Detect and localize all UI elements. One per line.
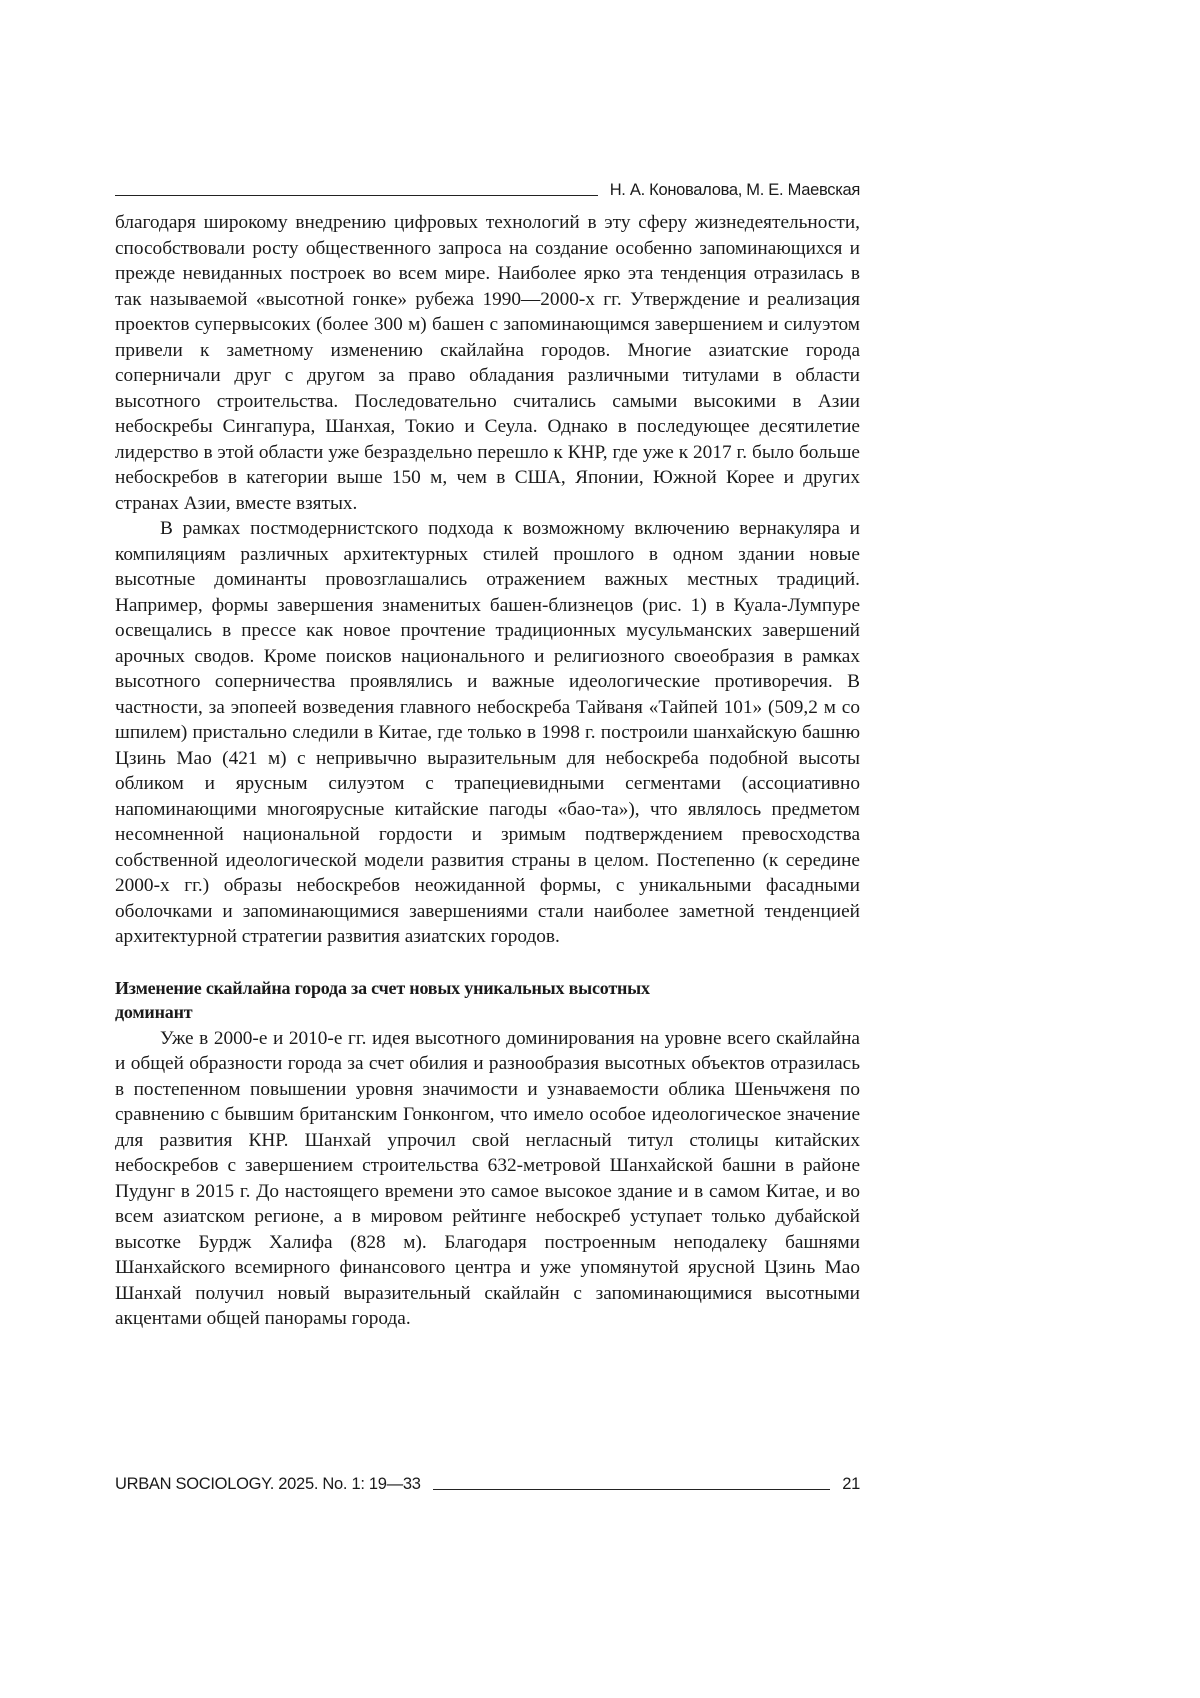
header-rule — [115, 195, 598, 196]
header-authors: Н. А. Коновалова, М. Е. Маевская — [609, 181, 860, 199]
section-heading: Изменение скайлайна города за счет новых уникальных высотных доминант — [115, 977, 650, 1022]
footer-journal: URBAN SOCIOLOGY. 2025. No. 1: 19—33 — [115, 1475, 421, 1493]
body-paragraph-2: В рамках постмодернистского подхода к возможному включению вернакуляра и компиляциям различных архитектурных стилей прошлого в одном здании новые высотные доминанты провозглашались отражением важных местных традиций. Например, формы завершения знаменитых башен-близнецов (рис. 1) в Куала-Лумпуре освещались в прессе как новое прочтение традиционных мусульманских завершений арочных сводов. Кроме поисков национального и религиозного своеобразия в рамках высотного соперничества проявлялись и важные идеологические противоречия. В частности, за эпопеей возведения главного небоскреба Тайваня «Тайпей 101» (509,2 м со шпилем) пристально следили в Китае, где только в 1998 г. построили шанхайскую башню Цзинь Мао (421 м) с непривычно выразительным для небоскреба подобной высоты обликом и ярусным силуэтом с трапециевидными сегментами (ассоциативно напоминающими многоярусные китайские пагоды «бао-та»), что являлось предметом несомненной национальной гордости и зримым подтверждением превосходства собственной идеологической модели развития страны в целом. Постепенно (к середине 2000-х гг.) образы небоскребов неожиданной формы, с уникальными фасадными оболочками и запоминающимися завершениями стали наиболее заметной тенденцией архитектурной стратегии развития азиатских городов. — [115, 518, 860, 947]
body-paragraph-1: благодаря широкому внедрению цифровых технологий в эту сферу жизнедеятельности, способствовали росту общественного запроса на создание особенно запоминающихся и прежде невиданных построек во всем мире. Наиболее ярко эта тенденция отразилась в так называемой «высотной гонке» рубежа 1990—2000-х гг. Утверждение и реализация проектов супервысоких (более 300 м) башен с запоминающимся завершением и силуэтом привели к заметному изменению скайлайна городов. Многие азиатские города соперничали друг с другом за право обладания различными титулами в области высотного строительства. Последовательно считались самыми высокими в Азии небоскребы Сингапура, Шанхая, Токио и Сеула. Однако в последующее десятилетие лидерство в этой области уже безраздельно перешло к КНР, где уже к 2017 г. было больше небоскребов в категории выше 150 м, чем в США, Японии, Южной Корее и других странах Азии, вместе взятых. — [115, 212, 860, 514]
footer-rule — [433, 1489, 831, 1490]
body-paragraph-3: Уже в 2000-е и 2010-е гг. идея высотного доминирования на уровне всего скайлайна и общей образности города за счет обилия и разнообразия высотных объектов отразилась в постепенном повышении уровня значимости и узнаваемости облика Шеньчженя по сравнению с бывшим британским Гонконгом, что имело особое идеологическое значение для развития КНР. Шанхай упрочил свой негласный титул столицы китайских небоскребов с завершением строительства 632-метровой Шанхайской башни в районе Пудунг в 2015 г. До настоящего времени это самое высокое здание и в самом Китае, и во всем азиатском регионе, а в мировом рейтинге небоскреб уступает только дубайской высотке Бурдж Халифа (828 м). Благодаря построенным неподалеку башнями Шанхайского всемирного финансового центра и уже упомянутой ярусной Цзинь Мао Шанхай получил новый выразительный скайлайн с запоминающимися высотными акцентами общей панорамы города. — [115, 1027, 860, 1329]
page-number: 21 — [842, 1475, 860, 1493]
article-body — [115, 210, 860, 1332]
running-footer — [115, 1470, 860, 1494]
running-header — [115, 176, 860, 200]
